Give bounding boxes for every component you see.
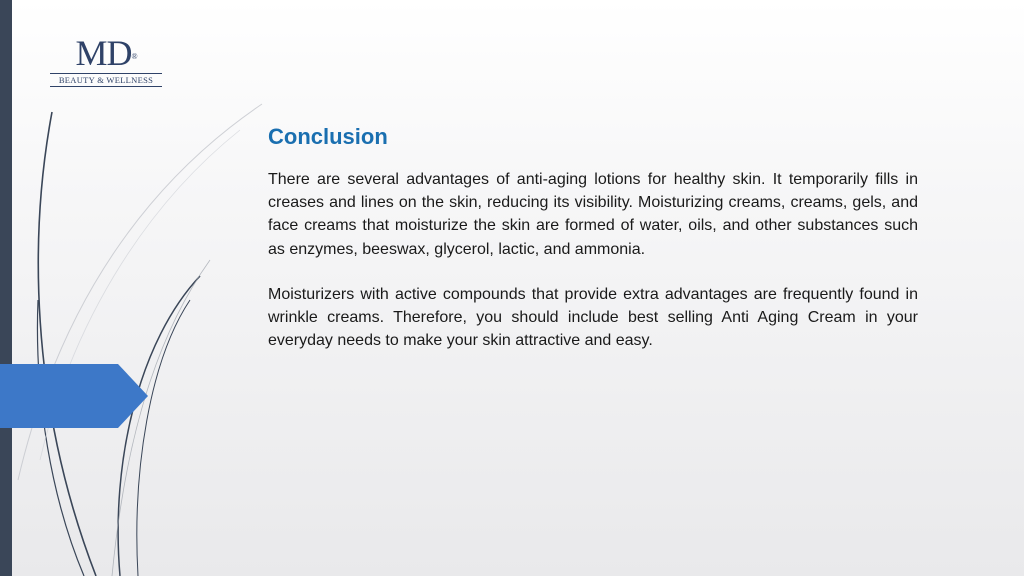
- logo-tagline: BEAUTY & WELLNESS: [58, 75, 154, 85]
- paragraph-1: There are several advantages of anti-aging lotions for healthy skin. It temporarily fills in creases and lines on the skin, reducing its visibility. Moisturizing creams, creams, gels, and face creams that moisturize the skin are formed of water, oils, and other substances such as enzymes, beeswax, glycerol, lactic, and ammonia.: [268, 171, 918, 258]
- paragraph-2: Moisturizers with active compounds that provide extra advantages are frequently found in wrinkle creams. Therefore, you should include best selling Anti Aging Cream in your everyday needs to make your skin attractive and easy.: [268, 285, 918, 350]
- slide-title: Conclusion: [268, 124, 388, 149]
- logo-rule-top: [50, 73, 162, 74]
- logo-rule-bottom: [50, 86, 162, 87]
- accent-arrow-tab: [0, 364, 148, 428]
- registered-mark: ®: [131, 52, 137, 61]
- slide-content: [268, 120, 918, 352]
- logo-mark: MD®: [75, 33, 137, 73]
- brand-logo: [50, 34, 162, 88]
